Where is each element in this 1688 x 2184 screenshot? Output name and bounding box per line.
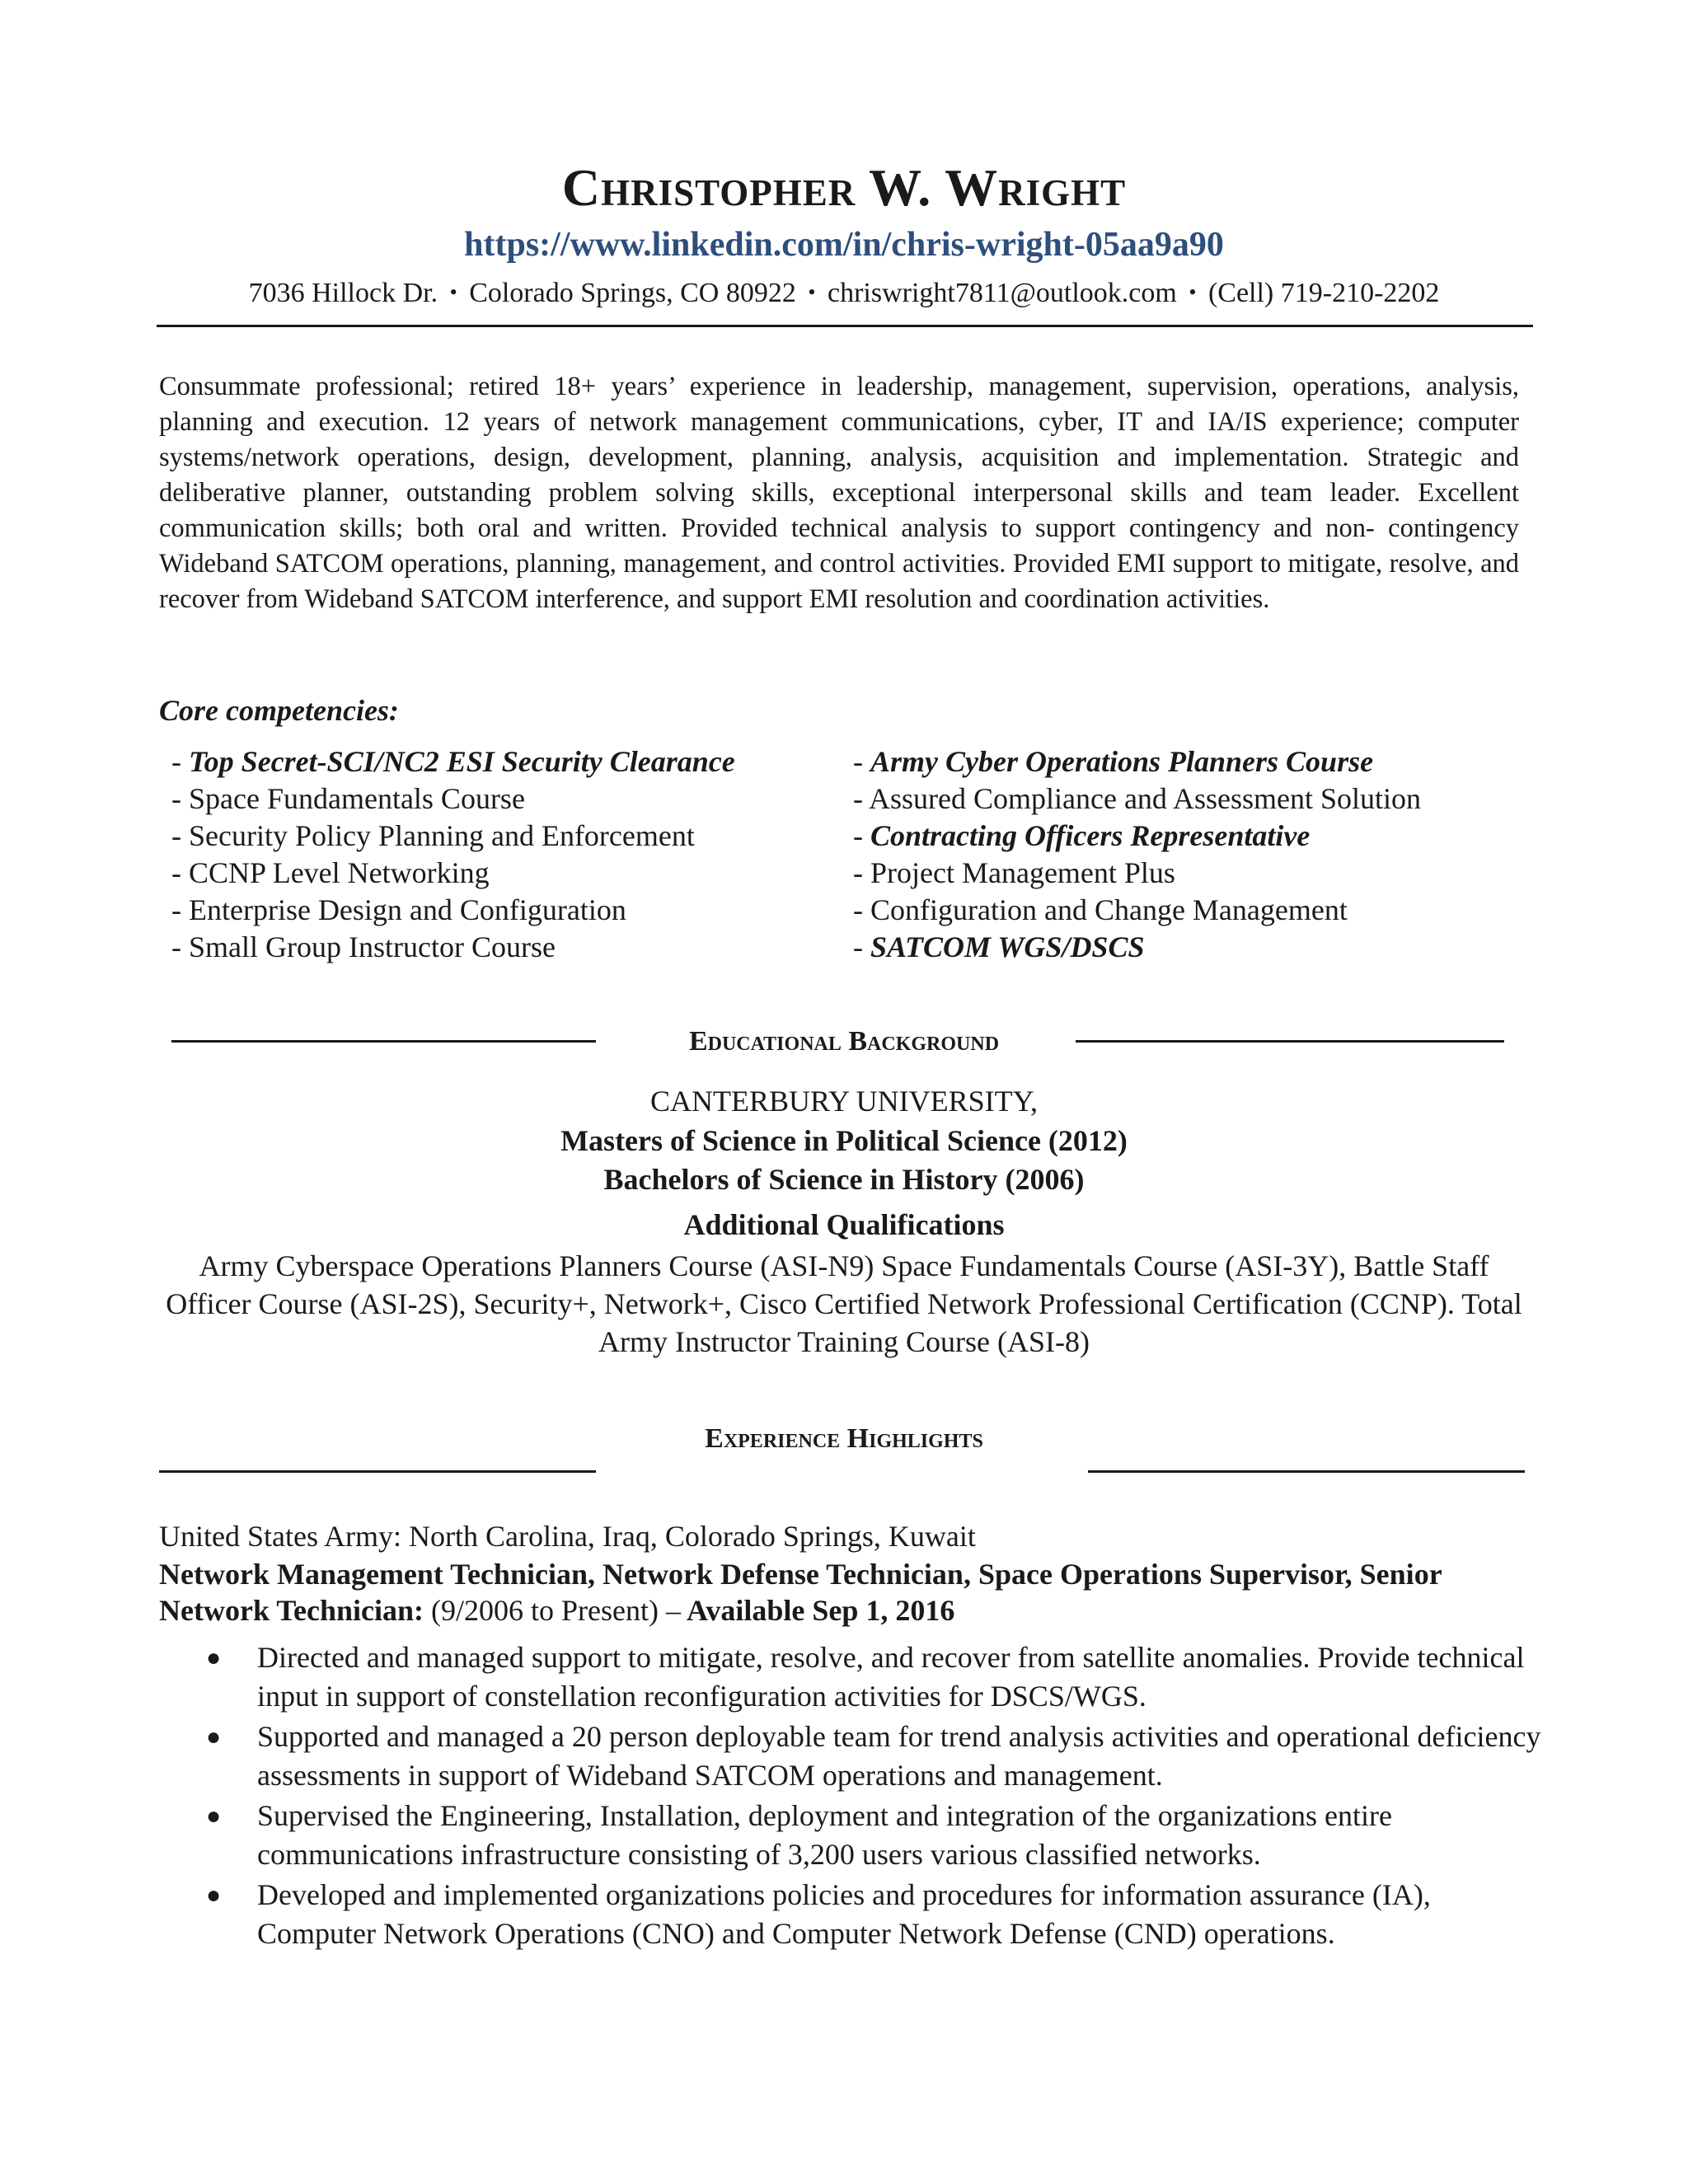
competency-item (853, 855, 1529, 892)
experience-location: United States Army: North Carolina, Iraq, Colorado Springs, Kuwait (159, 1520, 976, 1553)
competency-prefix: - (171, 745, 189, 778)
competency-item (171, 780, 847, 818)
competency-prefix: - (853, 930, 870, 963)
bullet-icon: ● (206, 1723, 222, 1750)
candidate-name: Christopher W. Wright (561, 158, 1127, 217)
list-item (0, 1638, 1543, 1716)
list-item (0, 1797, 1543, 1874)
bullet-icon: ● (206, 1882, 222, 1909)
degree-masters: Masters of Science in Political Science (2012) (560, 1124, 1128, 1157)
bullet-text: Supervised the Engineering, Installation, deployment and integration of the organizations entire communications infrastructure consisting of 3,200 users various classified networks. (257, 1799, 1392, 1871)
bullet-icon: ● (206, 1644, 222, 1671)
degree-bachelors: Bachelors of Science in History (2006) (603, 1163, 1085, 1196)
separator-dot: • (1189, 280, 1197, 304)
core-competencies-title: Core competencies: (159, 694, 399, 727)
competency-item (853, 929, 1529, 966)
experience-heading: Experience Highlights (705, 1423, 983, 1454)
competency-item (171, 818, 847, 855)
availability: Available Sep 1, 2016 (687, 1594, 955, 1627)
competency-prefix: - (171, 930, 189, 963)
experience-bullets (0, 1638, 1688, 1955)
competency-text: Enterprise Design and Configuration (189, 893, 626, 926)
address: 7036 Hillock Dr. (248, 278, 438, 308)
section-divider-left (159, 1470, 596, 1473)
education-heading: Educational Background (688, 1026, 1000, 1057)
job-dates: (9/2006 to Present) – (431, 1594, 681, 1627)
competency-text: Space Fundamentals Course (189, 782, 525, 815)
competency-text: CCNP Level Networking (189, 856, 490, 889)
bullet-text: Developed and implemented organizations policies and procedures for information assurance (IA), Computer Network Operations (CNO) and Computer Network Defense (CND) operations. (257, 1878, 1431, 1950)
competency-prefix: - (853, 893, 870, 926)
competency-text: Army Cyber Operations Planners Course (870, 745, 1374, 778)
competency-item (171, 855, 847, 892)
separator-dot: • (808, 280, 816, 304)
competency-prefix: - (171, 893, 189, 926)
list-item (0, 1718, 1543, 1795)
experience-title (159, 1556, 1544, 1629)
competency-item (853, 818, 1529, 855)
competency-text: Contracting Officers Representative (870, 819, 1311, 852)
competency-prefix: - (853, 782, 870, 815)
section-divider-right (1088, 1470, 1525, 1473)
competency-text: Assured Compliance and Assessment Solution (869, 782, 1421, 815)
phone: (Cell) 719-210-2202 (1207, 278, 1440, 308)
summary-paragraph: Consummate professional; retired 18+ years’ experience in leadership, management, supervision, operations, analysis, planning and execution. 12 years of network management communications, cyber, IT and IA/IS experience; computer systems/network operations, design, development, planning, analysis, acquisition and implementation. Strategic and deliberative planner, outstanding problem solving skills, exceptional interpersonal skills and team leader. Excellent communication skills; both oral and written. Provided technical analysis to support contingency and non- contingency Wideband SATCOM operations, planning, management, and control activities. Provided EMI support to mitigate, resolve, and recover from Wideband SATCOM interference, and support EMI resolution and coordination activities. (159, 372, 1519, 614)
qualifications-text: Army Cyberspace Operations Planners Course (ASI-N9) Space Fundamentals Course (ASI-3Y), Battle Staff Officer Course (ASI-2S), Security+, Network+, Cisco Certified Network Professional Certification (CCNP). Total Army Instructor Training Course (ASI-8) (166, 1249, 1522, 1358)
competency-item (853, 780, 1529, 818)
competency-item (171, 892, 847, 929)
competency-text: Configuration and Change Management (870, 893, 1348, 926)
competency-prefix: - (171, 819, 189, 852)
competencies-left-column (171, 743, 847, 966)
competency-text: Project Management Plus (870, 856, 1175, 889)
competency-item (171, 743, 847, 780)
city: Colorado Springs, CO 80922 (469, 278, 796, 308)
section-divider-right (1076, 1040, 1504, 1043)
competency-text: Security Policy Planning and Enforcement (189, 819, 695, 852)
school-name: CANTERBURY UNIVERSITY, (649, 1085, 1039, 1118)
bullet-text: Supported and managed a 20 person deployable team for trend analysis activities and operational deficiency assessments in support of Wideband SATCOM operations and management. (257, 1720, 1541, 1792)
competency-item (171, 929, 847, 966)
competency-prefix: - (853, 856, 870, 889)
header-divider (157, 325, 1533, 327)
competencies-right-column (853, 743, 1529, 966)
competency-text: Top Secret-SCI/NC2 ESI Security Clearance (189, 745, 735, 778)
email[interactable]: chriswright7811@outlook.com (827, 278, 1177, 308)
bullet-icon: ● (206, 1802, 222, 1830)
qualifications-heading: Additional Qualifications (683, 1208, 1005, 1241)
competency-prefix: - (853, 819, 870, 852)
list-item (0, 1876, 1543, 1953)
bullet-text: Directed and managed support to mitigate, resolve, and recover from satellite anomalies. Provide technical input in support of constellation reconfiguration activities for DSCS/WGS. (257, 1641, 1525, 1713)
competency-prefix: - (853, 745, 870, 778)
competency-prefix: - (171, 782, 189, 815)
contact-line (0, 275, 1688, 313)
job-titles: Network Management Technician, Network Defense Technician, Space Operations Supervisor, Senior Network Technician: (159, 1558, 1442, 1627)
separator-dot: • (449, 280, 457, 304)
competency-text: SATCOM WGS/DSCS (870, 930, 1145, 963)
competency-item (853, 892, 1529, 929)
competency-item (853, 743, 1529, 780)
competency-prefix: - (171, 856, 189, 889)
competency-text: Small Group Instructor Course (189, 930, 556, 963)
linkedin-link[interactable]: https://www.linkedin.com/in/chris-wright-05aa9a90 (464, 226, 1224, 264)
